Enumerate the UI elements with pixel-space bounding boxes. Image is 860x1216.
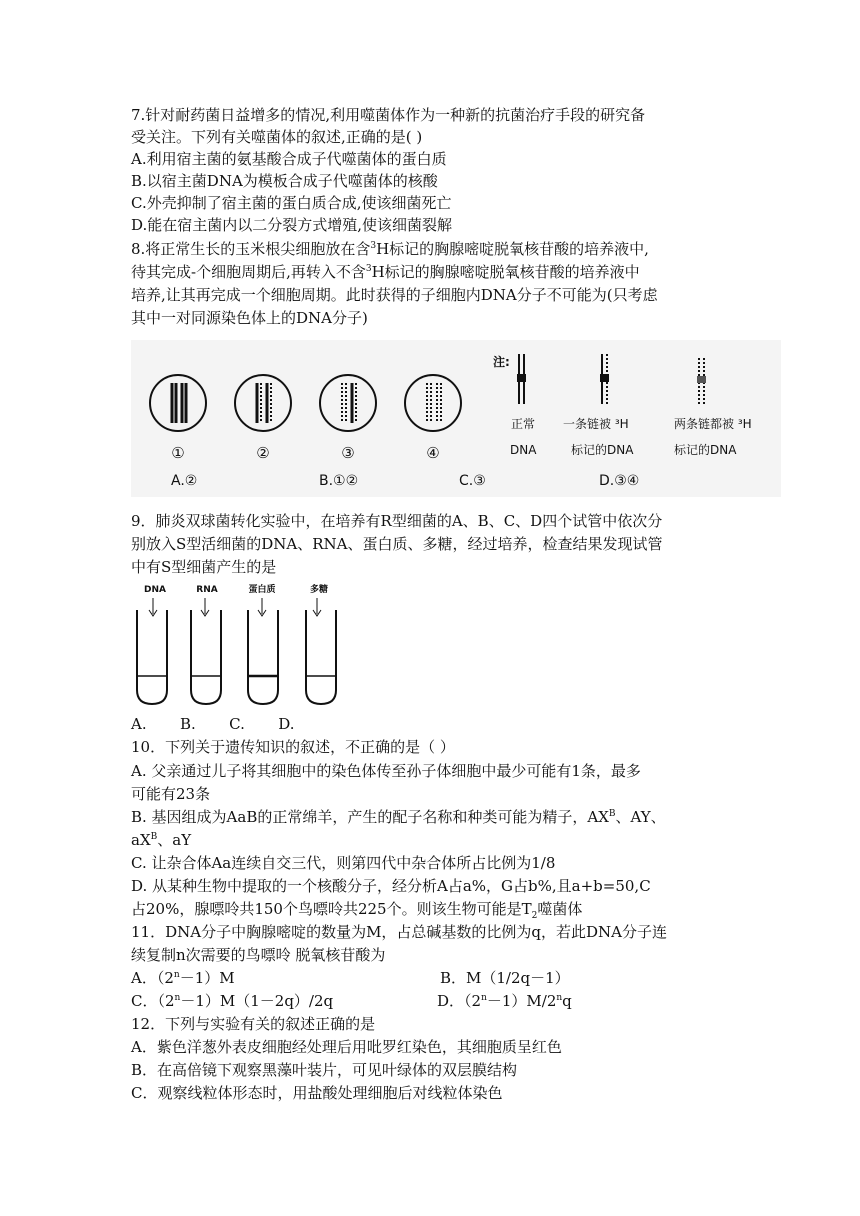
legend-normal-label-1: 正常 [511,417,536,431]
q8-option-c: C.③ [459,473,486,489]
legend-two-strand-label-2: 标记的DNA [674,443,737,457]
legend-two-strand-dna [697,358,706,404]
legend-normal-label-2: DNA [510,443,537,457]
q7-stem-line2: 受关注。下列有关噬菌体的叙述,正确的是( ) [131,128,423,146]
q12-option-c: C．观察线粒体形态时，用盐酸处理细胞后对线粒体染色 [131,1084,503,1102]
arrow-icon-dna [149,598,157,616]
cell-3 [320,375,376,431]
cell-number-1: ① [171,444,185,462]
q8-option-b: B.①② [319,473,359,489]
q8-chromosome-figure [131,340,781,497]
q7-stem-line1: 7.针对耐药菌日益增多的情况,利用噬菌体作为一种新的抗菌治疗手段的研究备 [131,106,646,124]
q9-stem-line1: 9．肺炎双球菌转化实验中，在培养有R型细菌的A、B、C、D四个试管中依次分 [131,512,663,530]
q7-option-a: A.利用宿主菌的氨基酸合成子代噬菌体的蛋白质 [131,150,447,168]
q8-stem-line3: 培养,让其再完成一个细胞周期。此时获得的子细胞内DNA分子不可能为(只考虑 [131,286,658,304]
legend-one-strand-label-1: 一条链被 ³H [563,417,629,431]
q10-option-d-line2: 占20%，腺嘌呤共150个鸟嘌呤共225个。则该生物可能是$T_2$噬菌体 [131,900,583,921]
q11-option-d: D．$(2^n-1)M/2^nq$ [437,992,572,1010]
arrow-icon-polysaccharide [313,598,321,616]
q11-stem-line2: 续复制n次需要的鸟嘌呤 脱氧核苷酸为 [131,946,386,964]
q11-stem-line1: 11．DNA分子中胸腺嘧啶的数量为M，占总碱基数的比例为q，若此DNA分子连 [131,923,668,941]
arrow-icon-rna [201,598,209,616]
q7-option-c: C.外壳抑制了宿主菌的蛋白质合成,使该细菌死亡 [131,194,452,212]
tube-label-dna: DNA [144,585,166,595]
legend-two-strand-label-1: 两条链都被 ³H [674,417,752,431]
tube-label-rna: RNA [196,585,218,595]
cell-number-3: ③ [341,444,355,462]
legend-note: 注: [493,355,510,369]
tube-label-protein: 蛋白质 [248,585,276,595]
q10-option-b-line2: $aX^B$、aY [131,831,192,849]
q12-option-a: A．紫色洋葱外表皮细胞经处理后用吡罗红染色，其细胞质呈红色 [131,1038,562,1056]
q10-option-a-line2: 可能有23条 [131,785,211,803]
q10-option-d-line1: D. 从某种生物中提取的一个核酸分子，经分析A占a%，G占b%,且a+b=50,C [131,877,651,895]
q9-test-tube-figure [131,580,351,706]
q12-option-b: B．在高倍镜下观察黑藻叶装片，可见叶绿体的双层膜结构 [131,1061,518,1079]
q10-option-c: C. 让杂合体Aa连续自交三代，则第四代中杂合体所占比例为1/8 [131,854,556,872]
cell-2 [235,375,291,431]
cell-number-4: ④ [426,444,440,462]
q11-option-a: A．$(2^n-1)M$ [131,969,235,987]
q11-option-b: B．M（1/2q－1） [440,969,570,987]
q11-option-c: C．$(2^n-1)M(1-2q)/2q$ [131,992,334,1010]
legend-normal-dna [517,354,526,404]
cell-number-2: ② [256,444,270,462]
arrow-icon-protein [258,598,266,616]
test-tube-b [191,610,221,704]
tube-label-polysaccharide: 多糖 [309,585,329,595]
q9-options: A. B. C. D. [131,715,295,733]
test-tube-d [306,610,336,704]
q12-stem: 12．下列与实验有关的叙述正确的是 [131,1015,376,1033]
q8-stem-line2: 待其完成-个细胞周期后,再转入不含$^3$H标记的胸腺嘧啶脱氧核苷酸的培养液中 [131,263,640,281]
cell-4 [405,375,461,431]
q8-option-d: D.③④ [599,473,640,489]
legend-one-strand-dna [600,354,609,404]
q9-stem-line2: 别放入S型活细菌的DNA、RNA、蛋白质、多糖，经过培养，检查结果发现试管 [131,535,663,553]
q9-stem-line3: 中有S型细菌产生的是 [131,558,277,576]
legend-one-strand-label-2: 标记的DNA [571,443,634,457]
q7-option-d: D.能在宿主菌内以二分裂方式增殖,使该细菌裂解 [131,216,453,234]
q10-stem: 10．下列关于遗传知识的叙述，不正确的是（ ） [131,738,455,756]
test-tube-a [137,610,167,704]
q10-option-a-line1: A. 父亲通过儿子将其细胞中的染色体传至孙子体细胞中最少可能有1条，最多 [131,762,641,780]
q8-option-a: A.② [171,473,198,489]
q8-stem-line4: 其中一对同源染色体上的DNA分子) [131,309,368,327]
q10-option-b-line1: B. 基因组成为AaB的正常绵羊，产生的配子名称和种类可能为精子，$AX^B$、AY、 [131,808,666,826]
test-tube-c [248,610,278,704]
q7-option-b: B.以宿主菌DNA为模板合成子代噬菌体的核酸 [131,172,438,190]
cell-1 [150,375,206,431]
q8-stem-line1: 8.将正常生长的玉米根尖细胞放在含$^3$H标记的胸腺嘧啶脱氧核苷酸的培养液中, [131,240,649,258]
